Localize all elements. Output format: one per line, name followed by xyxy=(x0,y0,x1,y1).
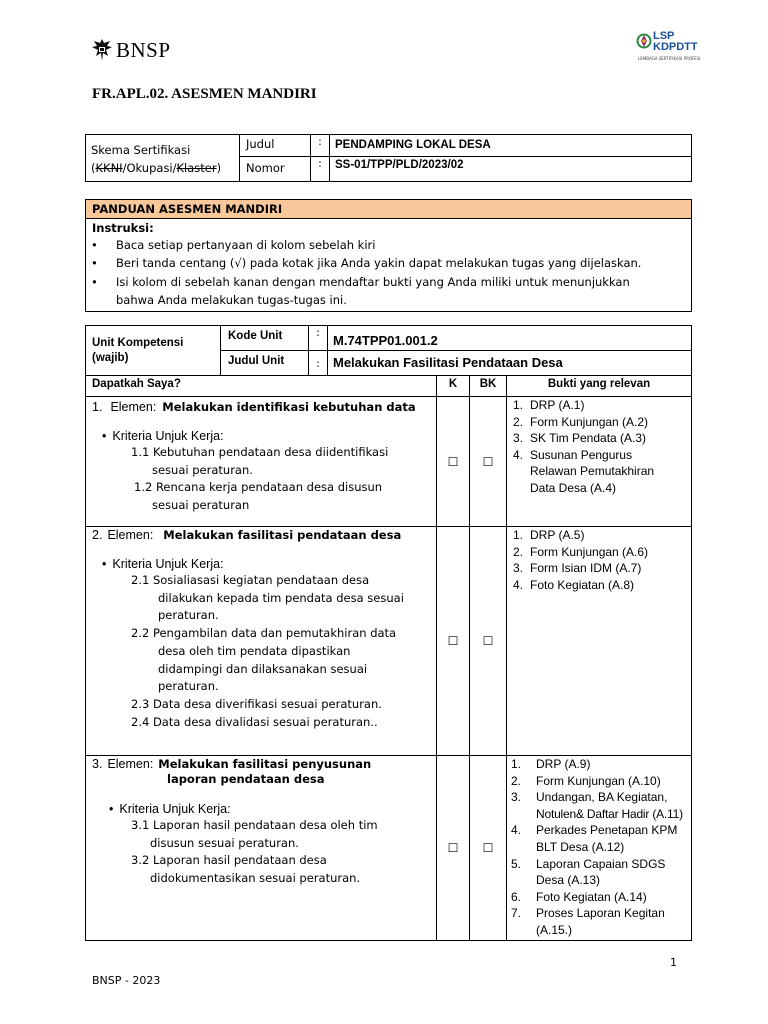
element-cell xyxy=(86,756,437,941)
lsp-logo-line2: KDPDTT xyxy=(653,41,698,53)
col-header-dapatkah: Dapatkah Saya? xyxy=(86,376,437,397)
kuk-heading xyxy=(102,557,436,571)
evidence-number: 3. xyxy=(511,790,522,805)
element-number: 2. xyxy=(92,528,103,542)
evidence-number: 2. xyxy=(513,414,524,429)
unit-kompetensi-table xyxy=(85,325,692,376)
bullet: • xyxy=(109,802,114,816)
bk-checkbox[interactable]: ☐ xyxy=(470,527,507,756)
kode-colon: : xyxy=(309,326,328,351)
judul-unit-colon: : xyxy=(309,351,328,376)
evidence-item xyxy=(513,560,691,577)
evidence-number: 4. xyxy=(513,447,524,462)
evidence-number: 2. xyxy=(511,773,522,788)
evidence-text: DRP (A.9) xyxy=(536,757,591,771)
schema-label: Skema Sertifikasi xyxy=(91,143,191,157)
element-cell xyxy=(86,527,437,756)
schema-label-cell xyxy=(86,135,240,182)
instruction-item-continuation xyxy=(86,291,691,309)
criteria-item: 2.3 Data desa diverifikasi sesuai peraturan. xyxy=(131,696,382,711)
bk-checkbox[interactable]: ☐ xyxy=(470,756,507,941)
lsp-kdpdtt-logo xyxy=(636,30,701,64)
bnsp-logo-text: BNSP xyxy=(116,37,171,62)
evidence-continuation: Notulen& Daftar Hadir (A.11) xyxy=(536,806,683,821)
evidence-text: Undangan, BA Kegiatan, xyxy=(536,790,668,805)
garuda-emblem-icon xyxy=(90,37,114,63)
evidence-item xyxy=(513,577,691,594)
evidence-item xyxy=(511,822,691,839)
criteria-item: sesuai peraturan xyxy=(152,498,250,513)
col-header-bukti: Bukti yang relevan xyxy=(507,376,692,397)
criteria-item: 1.2 Rencana kerja pendataan desa disusun xyxy=(134,480,383,495)
col-header-k: K xyxy=(437,376,470,397)
kuk-label: Kriteria Unjuk Kerja: xyxy=(112,429,224,443)
evidence-item xyxy=(511,889,691,906)
table-row xyxy=(86,756,692,941)
evidence-text: Perkades Penetapan KPM xyxy=(536,823,678,838)
bullet: • xyxy=(102,557,107,571)
evidence-number: 7. xyxy=(511,906,522,921)
kuk-heading xyxy=(109,802,436,816)
evidence-number: 1. xyxy=(513,398,524,412)
lsp-logo-subtitle: LEMBAGA SERTIFIKASI PROFESI xyxy=(638,56,701,61)
evidence-continuation: Data Desa (A.4) xyxy=(530,480,617,495)
evidence-text: Susunan Pengurus xyxy=(530,447,633,462)
criteria-item: peraturan. xyxy=(158,608,219,623)
criteria-item: didampingi dan dilaksanakan sesuai xyxy=(158,661,368,676)
instruction-text: Baca setiap pertanyaan di kolom sebelah kiri xyxy=(116,238,376,252)
lsp-emblem-icon xyxy=(636,32,652,54)
evidence-item xyxy=(513,544,691,561)
evidence-text: Form Kunjungan (A.10) xyxy=(536,773,661,788)
evidence-item xyxy=(511,856,691,873)
assessment-table xyxy=(85,375,692,941)
criteria-list xyxy=(92,444,436,515)
col-header-bk: BK xyxy=(470,376,507,397)
unit-label: Unit Kompetensi xyxy=(92,337,184,349)
evidence-continuation: Relawan Pemutakhiran xyxy=(530,464,655,478)
kuk-heading xyxy=(102,429,436,443)
instruction-text: bahwa Anda melakukan tugas-tugas ini. xyxy=(116,292,347,307)
element-number: 3. xyxy=(92,757,103,771)
criteria-item: 2.2 Pengambilan data dan pemutakhiran data xyxy=(131,626,397,641)
schema-paren-close: ) xyxy=(216,161,222,175)
kode-unit-value: M.74TPP01.001.2 xyxy=(328,326,692,351)
evidence-text: Form Kunjungan (A.6) xyxy=(530,544,649,559)
evidence-number: 1. xyxy=(513,528,524,542)
schema-option-klaster: Klaster xyxy=(176,161,217,175)
k-checkbox[interactable]: ☐ xyxy=(437,756,470,941)
panduan-asesmen-box xyxy=(85,199,692,312)
panduan-title: PANDUAN ASESMEN MANDIRI xyxy=(86,200,691,219)
instruction-item xyxy=(86,254,691,272)
instruction-list xyxy=(86,236,691,309)
criteria-item: 1.1 Kebutuhan pendataan desa diidentifikasi xyxy=(131,445,389,459)
bullet: • xyxy=(91,274,98,289)
evidence-item xyxy=(511,789,691,806)
schema-option-kkni: KKNI xyxy=(95,161,123,175)
bnsp-logo xyxy=(90,36,171,64)
evidence-item xyxy=(511,773,691,790)
element-title-continuation: laporan pendataan desa xyxy=(167,772,325,786)
evidence-text: SK Tim Pendata (A.3) xyxy=(530,431,647,445)
criteria-item: dilakukan kepada tim pendata desa sesuai xyxy=(158,590,404,605)
criteria-item: 2.4 Data desa divalidasi sesuai peraturan.. xyxy=(131,714,378,729)
evidence-number: 6. xyxy=(511,889,522,904)
evidence-text: Laporan Capaian SDGS xyxy=(536,856,666,871)
judul-unit-label: Judul Unit xyxy=(221,351,309,376)
evidence-item xyxy=(513,447,691,464)
element-cell xyxy=(86,397,437,527)
evidence-number: 1. xyxy=(511,757,522,771)
evidence-item xyxy=(511,905,691,922)
table-row xyxy=(86,397,692,527)
footer-text: BNSP - 2023 xyxy=(92,974,161,987)
form-title: FR.APL.02. ASESMEN MANDIRI xyxy=(92,86,317,102)
evidence-continuation: BLT Desa (A.12) xyxy=(536,839,625,854)
evidence-item xyxy=(513,527,691,544)
evidence-text: Proses Laporan Kegitan xyxy=(536,906,665,921)
k-checkbox[interactable]: ☐ xyxy=(437,527,470,756)
k-checkbox[interactable]: ☐ xyxy=(437,397,470,527)
evidence-continuation: (A.15.) xyxy=(536,922,573,937)
bullet: • xyxy=(91,256,98,271)
criteria-list xyxy=(92,817,436,888)
judul-unit-value: Melakukan Fasilitasi Pendataan Desa xyxy=(328,351,692,376)
element-title: Melakukan fasilitasi pendataan desa xyxy=(163,528,402,542)
lsp-logo-line1: LSP xyxy=(653,30,675,42)
criteria-item: 3.2 Laporan hasil pendataan desa xyxy=(131,853,327,868)
evidence-text: DRP (A.5) xyxy=(530,528,585,542)
element-label: Elemen: xyxy=(107,528,154,542)
criteria-item: 2.1 Sosialiasasi kegiatan pendataan desa xyxy=(131,573,370,587)
nomor-value: SS-01/TPP/PLD/2023/02 xyxy=(330,157,692,182)
evidence-text: DRP (A.1) xyxy=(530,398,585,412)
nomor-colon: : xyxy=(311,157,330,182)
evidence-item xyxy=(511,756,691,773)
element-title: Melakukan fasilitasi penyusunan xyxy=(158,757,372,771)
criteria-item: sesuai peraturan. xyxy=(152,462,253,477)
evidence-number: 2. xyxy=(513,544,524,559)
kuk-label: Kriteria Unjuk Kerja: xyxy=(112,557,224,571)
criteria-item: 3.1 Laporan hasil pendataan desa oleh tim xyxy=(131,818,378,832)
evidence-number: 5. xyxy=(511,856,522,871)
evidence-text: Foto Kegiatan (A.14) xyxy=(536,889,647,904)
evidence-text: Form Kunjungan (A.2) xyxy=(530,414,649,429)
instruksi-label: Instruksi: xyxy=(92,221,154,235)
criteria-item: desa oleh tim pendata dipastikan xyxy=(158,643,351,658)
element-title: Melakukan identifikasi kebutuhan data xyxy=(162,400,416,414)
evidence-item xyxy=(513,397,691,414)
table-row xyxy=(86,527,692,756)
element-label: Elemen: xyxy=(107,757,154,771)
bullet: • xyxy=(91,238,98,252)
evidence-continuation: Desa (A.13) xyxy=(536,873,601,888)
evidence-item xyxy=(513,430,691,447)
page-number: 1 xyxy=(670,956,677,969)
evidence-cell xyxy=(507,397,692,527)
schema-type-options xyxy=(91,159,239,177)
evidence-number: 4. xyxy=(513,577,524,592)
evidence-cell xyxy=(507,527,692,756)
evidence-number: 4. xyxy=(511,823,522,838)
instruction-text: Isi kolom di sebelah kanan dengan mendaftar bukti yang Anda miliki untuk menunjukkan xyxy=(116,274,630,289)
evidence-number: 3. xyxy=(513,561,524,575)
bullet: • xyxy=(102,429,107,443)
judul-colon: : xyxy=(311,135,330,157)
kode-unit-label: Kode Unit xyxy=(221,326,309,351)
judul-label: Judul xyxy=(240,135,311,157)
evidence-number: 3. xyxy=(513,431,524,445)
bk-checkbox[interactable]: ☐ xyxy=(470,397,507,527)
element-heading xyxy=(92,400,436,414)
element-heading xyxy=(92,528,436,542)
evidence-cell xyxy=(507,756,692,941)
element-label: Elemen: xyxy=(110,400,157,414)
instruction-text: Beri tanda centang (√) pada kotak jika Anda yakin dapat melakukan tugas yang dijelaskan. xyxy=(116,256,642,271)
evidence-item xyxy=(513,414,691,431)
instruction-item xyxy=(86,273,691,291)
element-number: 1. xyxy=(92,400,103,414)
schema-option-okupasi: /Okupasi/ xyxy=(122,161,177,175)
unit-label-wajib: (wajib) xyxy=(92,352,129,364)
criteria-item: didokumentasikan sesuai peraturan. xyxy=(150,871,361,886)
criteria-item: disusun sesuai peraturan. xyxy=(150,835,299,850)
kuk-label: Kriteria Unjuk Kerja: xyxy=(119,802,231,816)
schema-table xyxy=(85,134,692,182)
nomor-label: Nomor xyxy=(240,157,311,182)
unit-label-cell xyxy=(86,326,221,376)
judul-value: PENDAMPING LOKAL DESA xyxy=(330,135,692,157)
criteria-list xyxy=(92,572,436,731)
instruction-item xyxy=(86,236,691,254)
schema-paren-open: ( xyxy=(91,161,96,175)
evidence-text: Foto Kegiatan (A.8) xyxy=(530,577,635,592)
evidence-text: Form Isian IDM (A.7) xyxy=(530,561,642,575)
criteria-item: peraturan. xyxy=(158,679,219,694)
element-heading xyxy=(92,757,436,771)
